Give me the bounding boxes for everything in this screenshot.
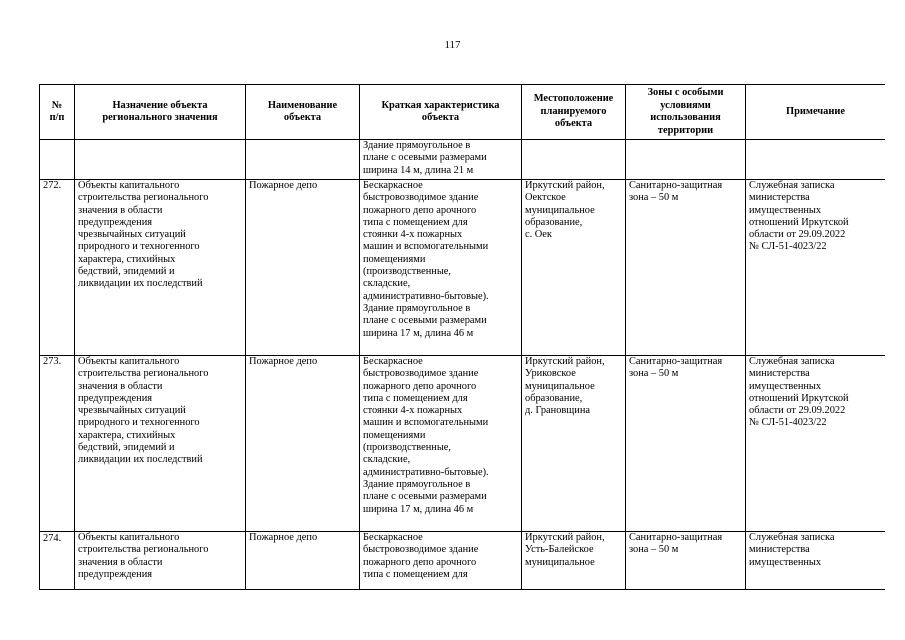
cell-characteristic: Здание прямоугольное в плане с осевыми размерами ширина 14 м, длина 21 м xyxy=(360,140,522,180)
header-note: Примечание xyxy=(746,85,886,140)
cell-number xyxy=(40,140,75,180)
cell-purpose: Объекты капитального строительства регионального значения в области предупреждения чрезвычайных ситуаций природного и техногенного характера, стихийных бедствий, эпидемий и ликвидации их последствий xyxy=(75,356,246,532)
cell-zones: Санитарно-защитная зона – 50 м xyxy=(626,356,746,532)
table-header-row xyxy=(40,85,886,140)
table-row xyxy=(40,180,886,356)
objects-table xyxy=(39,84,885,590)
table-row xyxy=(40,532,886,591)
table-row xyxy=(40,356,886,532)
cell-purpose xyxy=(75,140,246,180)
cell-purpose: Объекты капитального строительства регионального значения в области предупреждения чрезвычайных ситуаций природного и техногенного характера, стихийных бедствий, эпидемий и ликвидации их последствий xyxy=(75,180,246,356)
cell-object-name: Пожарное депо xyxy=(246,180,360,356)
cell-characteristic: Бескаркасное быстровозводимое здание пожарного депо арочного типа с помещением для стоянки 4-х пожарных машин и вспомогательными помещениями (производственные, складские, административно-бытовые). Здание прямоугольное в плане с осевыми размерами ширина 17 м, длина 46 м xyxy=(360,356,522,532)
table-row-continuation xyxy=(40,140,886,180)
cell-object-name: Пожарное депо xyxy=(246,356,360,532)
cell-location: Иркутский район, Усть-Балейское муниципальное xyxy=(522,532,626,591)
cell-object-name xyxy=(246,140,360,180)
cell-location: Иркутский район, Уриковское муниципальное образование, д. Грановщина xyxy=(522,356,626,532)
header-location: Местоположение планируемого объекта xyxy=(522,85,626,140)
header-purpose: Назначение объекта регионального значения xyxy=(75,85,246,140)
cell-location: Иркутский район, Оектское муниципальное образование, с. Оек xyxy=(522,180,626,356)
cell-number: 272. xyxy=(40,180,75,356)
cell-object-name: Пожарное депо xyxy=(246,532,360,591)
cell-location xyxy=(522,140,626,180)
page-number: 117 xyxy=(444,39,461,51)
cell-note xyxy=(746,140,886,180)
cell-number: 274. xyxy=(40,532,75,591)
objects-table-container xyxy=(39,84,885,590)
cell-note: Служебная записка министерства имущественных отношений Иркутской области от 29.09.2022 № СЛ-51-4023/22 xyxy=(746,180,886,356)
cell-characteristic: Бескаркасное быстровозводимое здание пожарного депо арочного типа с помещением для xyxy=(360,532,522,591)
cell-zones xyxy=(626,140,746,180)
cell-note: Служебная записка министерства имущественных отношений Иркутской области от 29.09.2022 № СЛ-51-4023/22 xyxy=(746,356,886,532)
cell-zones: Санитарно-защитная зона – 50 м xyxy=(626,532,746,591)
cell-number: 273. xyxy=(40,356,75,532)
header-zones: Зоны с особыми условиями использования территории xyxy=(626,85,746,140)
header-characteristic: Краткая характеристика объекта xyxy=(360,85,522,140)
cell-purpose: Объекты капитального строительства регионального значения в области предупреждения xyxy=(75,532,246,591)
cell-characteristic: Бескаркасное быстровозводимое здание пожарного депо арочного типа с помещением для стоянки 4-х пожарных машин и вспомогательными помещениями (производственные, складские, административно-бытовые). Здание прямоугольное в плане с осевыми размерами ширина 17 м, длина 46 м xyxy=(360,180,522,356)
header-object-name: Наименование объекта xyxy=(246,85,360,140)
header-number: № п/п xyxy=(40,85,75,140)
cell-note: Служебная записка министерства имущественных xyxy=(746,532,886,591)
cell-zones: Санитарно-защитная зона – 50 м xyxy=(626,180,746,356)
